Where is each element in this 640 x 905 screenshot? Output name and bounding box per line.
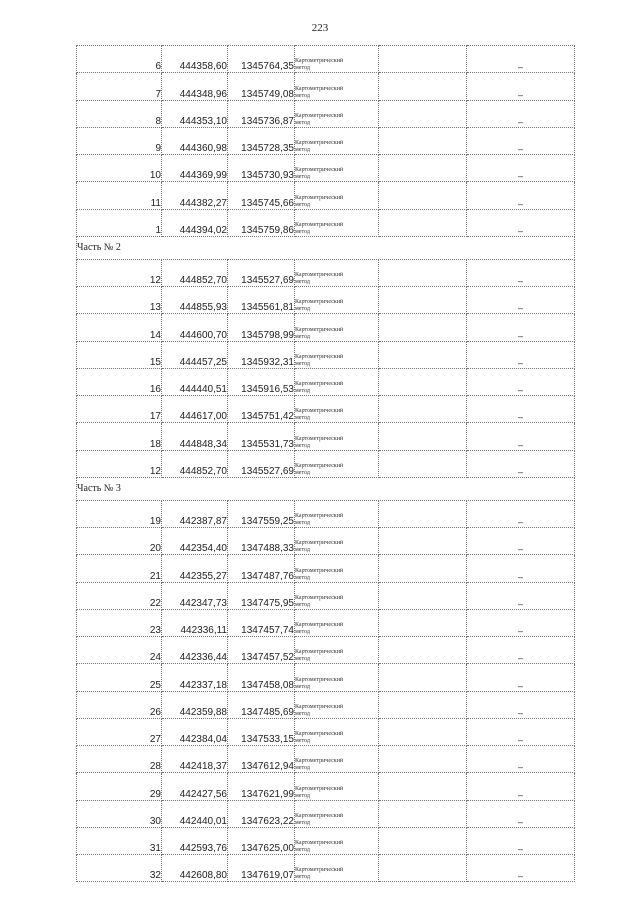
- point-number-cell: 32: [77, 855, 162, 882]
- accuracy-cell: –: [467, 368, 575, 395]
- y-coordinate-cell: 1345932,31: [228, 341, 295, 368]
- empty-cell: [379, 555, 467, 582]
- method-text: Картометрический метод: [295, 649, 344, 663]
- method-text: Картометрический метод: [295, 731, 344, 744]
- method-text: Картометрический метод: [295, 326, 344, 340]
- empty-cell: [379, 368, 467, 395]
- x-coordinate-cell: 444360,98: [162, 127, 228, 154]
- point-number-cell: 16: [77, 368, 162, 395]
- accuracy-cell: –: [467, 155, 575, 182]
- x-coordinate-cell: 442418,37: [162, 746, 228, 773]
- point-number-cell: 6: [77, 46, 162, 73]
- accuracy-cell: –: [467, 73, 575, 100]
- y-coordinate-cell: 1347488,33: [228, 528, 295, 555]
- point-number-cell: 25: [77, 664, 162, 691]
- table-row: [77, 582, 575, 609]
- method-cell: [295, 259, 379, 286]
- table-row: [77, 855, 575, 882]
- empty-cell: [379, 800, 467, 827]
- method-cell: [295, 46, 379, 73]
- method-cell: [295, 800, 379, 827]
- x-coordinate-cell: 444382,27: [162, 182, 228, 209]
- y-coordinate-cell: 1347619,07: [228, 855, 295, 882]
- empty-cell: [379, 664, 467, 691]
- y-coordinate-cell: 1345527,69: [228, 450, 295, 477]
- empty-cell: [379, 691, 467, 718]
- table-row: [77, 827, 575, 854]
- point-number-cell: 19: [77, 500, 162, 527]
- method-text: Картометрический метод: [295, 194, 344, 208]
- table-row: [77, 314, 575, 341]
- point-number-cell: 28: [77, 746, 162, 773]
- point-number-cell: 23: [77, 609, 162, 636]
- method-text: Картометрический метод: [295, 299, 344, 313]
- point-number-cell: 8: [77, 100, 162, 127]
- x-coordinate-cell: 442387,87: [162, 500, 228, 527]
- method-text: Картометрический метод: [295, 676, 344, 690]
- method-cell: [295, 718, 379, 745]
- empty-cell: [379, 423, 467, 450]
- table-row: [77, 182, 575, 209]
- y-coordinate-cell: 1347623,22: [228, 800, 295, 827]
- accuracy-cell: –: [467, 450, 575, 477]
- y-coordinate-cell: 1345527,69: [228, 259, 295, 286]
- method-cell: [295, 155, 379, 182]
- y-coordinate-cell: 1347621,99: [228, 773, 295, 800]
- x-coordinate-cell: 442336,11: [162, 609, 228, 636]
- method-text: Картометрический метод: [295, 812, 344, 826]
- table-row: [77, 368, 575, 395]
- x-coordinate-cell: 444848,34: [162, 423, 228, 450]
- point-number-cell: 20: [77, 528, 162, 555]
- x-coordinate-cell: 442336,44: [162, 637, 228, 664]
- table-row: [77, 287, 575, 314]
- y-coordinate-cell: 1345745,66: [228, 182, 295, 209]
- method-cell: [295, 209, 379, 236]
- table-row: [77, 773, 575, 800]
- method-cell: [295, 100, 379, 127]
- accuracy-cell: –: [467, 855, 575, 882]
- method-text: Картометрический метод: [295, 567, 344, 581]
- accuracy-cell: –: [467, 664, 575, 691]
- x-coordinate-cell: 444369,99: [162, 155, 228, 182]
- accuracy-cell: –: [467, 582, 575, 609]
- method-cell: [295, 182, 379, 209]
- empty-cell: [379, 582, 467, 609]
- method-cell: [295, 368, 379, 395]
- table-row: [77, 555, 575, 582]
- x-coordinate-cell: 442427,56: [162, 773, 228, 800]
- method-text: Картометрический метод: [295, 540, 344, 554]
- method-text: Картометрический метод: [295, 85, 344, 99]
- method-cell: [295, 855, 379, 882]
- x-coordinate-cell: 444353,10: [162, 100, 228, 127]
- empty-cell: [379, 450, 467, 477]
- empty-cell: [379, 287, 467, 314]
- method-cell: [295, 827, 379, 854]
- y-coordinate-cell: 1345531,73: [228, 423, 295, 450]
- y-coordinate-cell: 1347533,15: [228, 718, 295, 745]
- empty-cell: [379, 773, 467, 800]
- accuracy-cell: –: [467, 746, 575, 773]
- y-coordinate-cell: 1345728,35: [228, 127, 295, 154]
- point-number-cell: 7: [77, 73, 162, 100]
- table-row: [77, 73, 575, 100]
- x-coordinate-cell: 444852,70: [162, 450, 228, 477]
- accuracy-cell: –: [467, 127, 575, 154]
- point-number-cell: 29: [77, 773, 162, 800]
- x-coordinate-cell: 444617,00: [162, 396, 228, 423]
- method-text: Картометрический метод: [295, 594, 344, 608]
- accuracy-cell: –: [467, 500, 575, 527]
- point-number-cell: 9: [77, 127, 162, 154]
- y-coordinate-cell: 1345759,86: [228, 209, 295, 236]
- table-row: [77, 46, 575, 73]
- y-coordinate-cell: 1347457,74: [228, 609, 295, 636]
- point-number-cell: 31: [77, 827, 162, 854]
- empty-cell: [379, 746, 467, 773]
- y-coordinate-cell: 1345749,08: [228, 73, 295, 100]
- accuracy-cell: –: [467, 314, 575, 341]
- x-coordinate-cell: 442593,76: [162, 827, 228, 854]
- accuracy-cell: –: [467, 773, 575, 800]
- accuracy-cell: –: [467, 46, 575, 73]
- x-coordinate-cell: 444852,70: [162, 259, 228, 286]
- y-coordinate-cell: 1345561,81: [228, 287, 295, 314]
- point-number-cell: 26: [77, 691, 162, 718]
- point-number-cell: 21: [77, 555, 162, 582]
- method-text: Картометрический метод: [295, 381, 344, 394]
- x-coordinate-cell: 442384,04: [162, 718, 228, 745]
- point-number-cell: 30: [77, 800, 162, 827]
- y-coordinate-cell: 1345764,35: [228, 46, 295, 73]
- section-label: Часть № 2: [77, 236, 575, 259]
- point-number-cell: 13: [77, 287, 162, 314]
- method-text: Картометрический метод: [295, 58, 344, 72]
- method-text: Картометрический метод: [295, 167, 344, 181]
- page-number: 223: [311, 22, 329, 34]
- y-coordinate-cell: 1345916,53: [228, 368, 295, 395]
- method-text: Картометрический метод: [295, 140, 344, 153]
- method-cell: [295, 555, 379, 582]
- point-number-cell: 22: [77, 582, 162, 609]
- method-text: Картометрический метод: [295, 867, 344, 881]
- accuracy-cell: –: [467, 637, 575, 664]
- y-coordinate-cell: 1347458,08: [228, 664, 295, 691]
- accuracy-cell: –: [467, 718, 575, 745]
- y-coordinate-cell: 1347559,25: [228, 500, 295, 527]
- method-text: Картометрический метод: [295, 353, 344, 367]
- accuracy-cell: –: [467, 423, 575, 450]
- point-number-cell: 18: [77, 423, 162, 450]
- empty-cell: [379, 637, 467, 664]
- table-row: [77, 500, 575, 527]
- empty-cell: [379, 182, 467, 209]
- empty-cell: [379, 209, 467, 236]
- method-text: Картометрический метод: [295, 112, 344, 126]
- table-row: [77, 718, 575, 745]
- method-cell: [295, 396, 379, 423]
- x-coordinate-cell: 444348,96: [162, 73, 228, 100]
- method-text: Картометрический метод: [295, 513, 344, 526]
- x-coordinate-cell: 444600,70: [162, 314, 228, 341]
- empty-cell: [379, 259, 467, 286]
- method-cell: [295, 773, 379, 800]
- section-label: Часть № 3: [77, 477, 575, 500]
- empty-cell: [379, 528, 467, 555]
- y-coordinate-cell: 1347625,00: [228, 827, 295, 854]
- method-cell: [295, 450, 379, 477]
- method-text: Картометрический метод: [295, 408, 344, 422]
- point-number-cell: 24: [77, 637, 162, 664]
- table-row: [77, 127, 575, 154]
- table-row: [77, 609, 575, 636]
- table-row: [77, 423, 575, 450]
- empty-cell: [379, 718, 467, 745]
- empty-cell: [379, 46, 467, 73]
- method-cell: [295, 664, 379, 691]
- method-text: Картометрический метод: [295, 785, 344, 799]
- accuracy-cell: –: [467, 800, 575, 827]
- empty-cell: [379, 827, 467, 854]
- y-coordinate-cell: 1347612,94: [228, 746, 295, 773]
- x-coordinate-cell: 442440,01: [162, 800, 228, 827]
- method-cell: [295, 746, 379, 773]
- point-number-cell: 10: [77, 155, 162, 182]
- empty-cell: [379, 609, 467, 636]
- table-row: [77, 800, 575, 827]
- accuracy-cell: –: [467, 396, 575, 423]
- accuracy-cell: –: [467, 182, 575, 209]
- method-cell: [295, 582, 379, 609]
- method-text: Картометрический метод: [295, 622, 344, 635]
- x-coordinate-cell: 442355,27: [162, 555, 228, 582]
- empty-cell: [379, 396, 467, 423]
- accuracy-cell: –: [467, 528, 575, 555]
- x-coordinate-cell: 442359,88: [162, 691, 228, 718]
- table-row: [77, 528, 575, 555]
- method-cell: [295, 341, 379, 368]
- accuracy-cell: –: [467, 287, 575, 314]
- table-row: [77, 100, 575, 127]
- method-text: Картометрический метод: [295, 840, 344, 853]
- empty-cell: [379, 100, 467, 127]
- accuracy-cell: –: [467, 691, 575, 718]
- point-number-cell: 27: [77, 718, 162, 745]
- method-cell: [295, 314, 379, 341]
- empty-cell: [379, 500, 467, 527]
- y-coordinate-cell: 1345798,99: [228, 314, 295, 341]
- table-row: [77, 746, 575, 773]
- point-number-cell: 1: [77, 209, 162, 236]
- empty-cell: [379, 314, 467, 341]
- table-row: [77, 637, 575, 664]
- y-coordinate-cell: 1347475,95: [228, 582, 295, 609]
- table-row: [77, 450, 575, 477]
- accuracy-cell: –: [467, 209, 575, 236]
- y-coordinate-cell: 1345736,87: [228, 100, 295, 127]
- x-coordinate-cell: 442608,80: [162, 855, 228, 882]
- accuracy-cell: –: [467, 609, 575, 636]
- accuracy-cell: –: [467, 555, 575, 582]
- coordinates-table-body: [77, 46, 575, 882]
- x-coordinate-cell: 444394,02: [162, 209, 228, 236]
- method-text: Картометрический метод: [295, 462, 344, 476]
- y-coordinate-cell: 1347485,69: [228, 691, 295, 718]
- x-coordinate-cell: 444457,25: [162, 341, 228, 368]
- table-row: [77, 664, 575, 691]
- coordinates-table: [76, 45, 575, 882]
- point-number-cell: 11: [77, 182, 162, 209]
- table-row: [77, 155, 575, 182]
- method-text: Картометрический метод: [295, 435, 344, 449]
- method-cell: [295, 637, 379, 664]
- x-coordinate-cell: 442347,73: [162, 582, 228, 609]
- method-cell: [295, 73, 379, 100]
- point-number-cell: 14: [77, 314, 162, 341]
- accuracy-cell: –: [467, 341, 575, 368]
- method-text: Картометрический метод: [295, 272, 344, 285]
- x-coordinate-cell: 442354,40: [162, 528, 228, 555]
- accuracy-cell: –: [467, 100, 575, 127]
- empty-cell: [379, 855, 467, 882]
- table-row: [77, 341, 575, 368]
- method-cell: [295, 691, 379, 718]
- x-coordinate-cell: 444358,60: [162, 46, 228, 73]
- table-row: [77, 209, 575, 236]
- point-number-cell: 15: [77, 341, 162, 368]
- empty-cell: [379, 127, 467, 154]
- x-coordinate-cell: 444440,51: [162, 368, 228, 395]
- empty-cell: [379, 155, 467, 182]
- method-cell: [295, 528, 379, 555]
- method-cell: [295, 287, 379, 314]
- table-row: [77, 691, 575, 718]
- x-coordinate-cell: 442337,18: [162, 664, 228, 691]
- empty-cell: [379, 73, 467, 100]
- method-cell: [295, 423, 379, 450]
- empty-cell: [379, 341, 467, 368]
- point-number-cell: 12: [77, 450, 162, 477]
- x-coordinate-cell: 444855,93: [162, 287, 228, 314]
- method-cell: [295, 500, 379, 527]
- method-text: Картометрический метод: [295, 758, 344, 772]
- point-number-cell: 17: [77, 396, 162, 423]
- accuracy-cell: –: [467, 259, 575, 286]
- section-header-row: [77, 236, 575, 259]
- method-text: Картометрический метод: [295, 221, 344, 235]
- section-header-row: [77, 477, 575, 500]
- y-coordinate-cell: 1347457,52: [228, 637, 295, 664]
- accuracy-cell: –: [467, 827, 575, 854]
- method-text: Картометрический метод: [295, 703, 344, 717]
- method-cell: [295, 609, 379, 636]
- table-row: [77, 259, 575, 286]
- method-cell: [295, 127, 379, 154]
- y-coordinate-cell: 1345730,93: [228, 155, 295, 182]
- y-coordinate-cell: 1345751,42: [228, 396, 295, 423]
- table-row: [77, 396, 575, 423]
- y-coordinate-cell: 1347487,76: [228, 555, 295, 582]
- point-number-cell: 12: [77, 259, 162, 286]
